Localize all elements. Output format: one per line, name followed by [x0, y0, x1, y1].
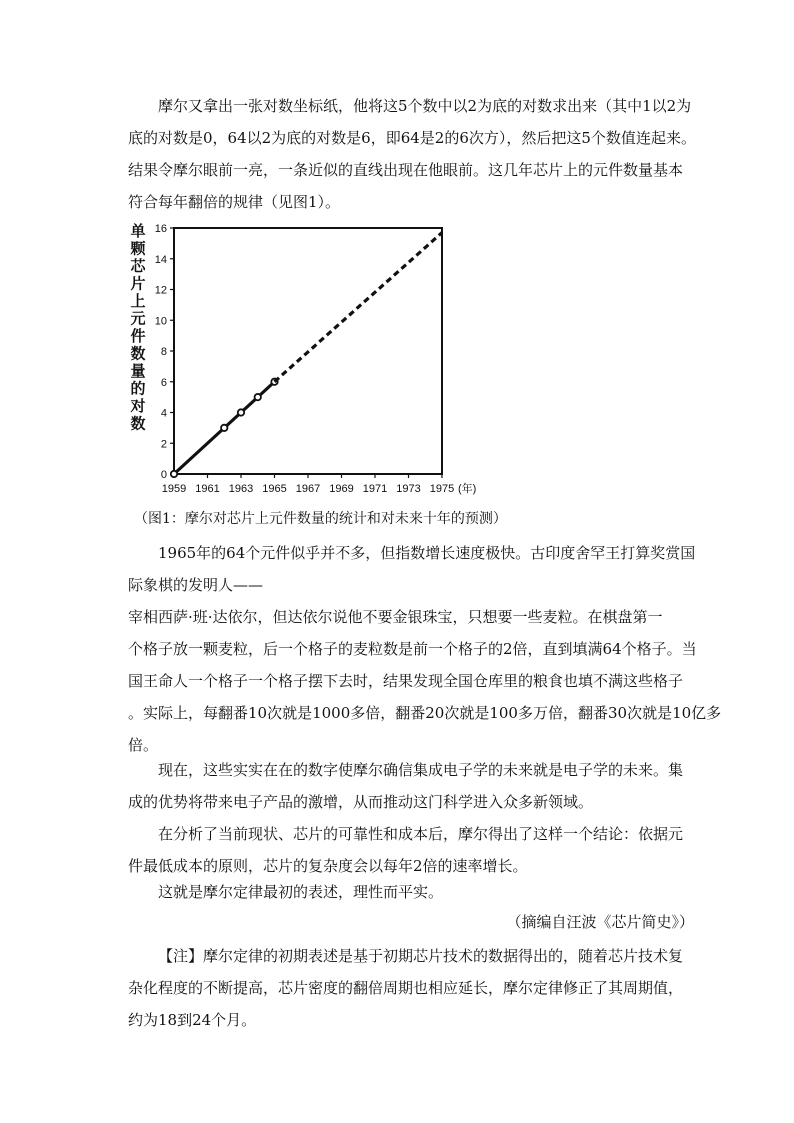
y-axis-label-char: 芯	[130, 257, 146, 275]
x-tick-label: 1961	[195, 483, 220, 495]
y-axis-label-char: 的	[130, 379, 146, 398]
data-point-marker	[221, 425, 227, 431]
data-point-marker	[171, 471, 177, 477]
y-tick-label: 8	[160, 346, 167, 358]
y-tick-label: 6	[160, 376, 167, 389]
text-line: 摩尔又拿出一张对数坐标纸，他将这5个数中以2为底的对数求出来（其中1以2为	[158, 97, 692, 115]
data-point-marker	[255, 394, 261, 400]
paragraph-5	[128, 818, 694, 882]
paragraph-4	[128, 754, 694, 818]
text-line: 现在，这些实实在在的数字使摩尔确信集成电子学的未来就是电子学的未来。集	[158, 761, 684, 779]
log-count-line-chart	[120, 218, 500, 508]
text-line: 底的对数是0，64以2为底的对数是6，即64是2的6次方），然后把这5个数值连起来。	[128, 129, 696, 147]
x-tick-label: 1965	[262, 483, 287, 495]
text-line: 件最低成本的原则，芯片的复杂度会以每年2倍的速率增长。	[128, 857, 528, 875]
paragraph-1	[128, 90, 694, 218]
y-tick-label: 16	[154, 223, 167, 235]
text-line: 结果令摩尔眼前一亮，一条近似的直线出现在他眼前。这几年芯片上的元件数量基本	[128, 161, 684, 179]
y-axis-label-char: 上	[130, 292, 146, 310]
data-point-marker	[238, 409, 244, 415]
text-line: 成的优势将带来电子产品的激增，从而推动这门科学进入众多新领域。	[128, 793, 594, 811]
projection-dashed-line	[275, 233, 443, 382]
text-line: 符合每年翻倍的规律（见图1）。	[128, 193, 341, 211]
x-axis-label: (年)	[458, 483, 477, 495]
y-axis-label-char: 颗	[130, 239, 146, 258]
y-axis-label-char: 数	[130, 344, 146, 363]
text-line: 际象棋的发明人——	[128, 576, 264, 594]
x-tick-label: 1971	[362, 483, 388, 495]
y-axis-label-char: 对	[130, 397, 146, 415]
paragraph-3	[128, 601, 722, 761]
text-line: 【注】摩尔定律的初期表述是基于初期芯片技术的数据得出的，随着芯片技术复	[158, 947, 684, 965]
figure-caption: （图1：摩尔对芯片上元件数量的统计和对未来十年的预测）	[134, 511, 507, 527]
text-line: 约为18到24个月。	[128, 1011, 257, 1029]
x-tick-label: 1975	[429, 483, 455, 495]
y-axis-label-char: 片	[130, 274, 146, 293]
text-line: 。实际上，每翻番10次就是1000多倍，翻番20次就是100多万倍，翻番30次就是10亿多	[128, 704, 722, 722]
text-line: 杂化程度的不断提高，芯片密度的翻倍周期也相应延长，摩尔定律修正了其周期值，	[128, 979, 684, 997]
y-axis-label-char: 元	[130, 309, 146, 328]
x-tick-label: 1959	[161, 483, 187, 495]
figure-1-chart	[120, 218, 500, 508]
y-axis-label-char: 单	[130, 222, 146, 240]
paragraph-6	[128, 876, 694, 908]
y-axis-label-char: 件	[130, 327, 146, 345]
text-line: 宰相西萨·班·达依尔，但达依尔说他不要金银珠宝，只想要一些麦粒。在棋盘第一	[128, 608, 663, 626]
x-tick-label: 1967	[295, 483, 321, 495]
note-paragraph	[128, 940, 694, 1036]
text-line: 倍。	[128, 736, 159, 754]
text-line: 个格子放一颗麦粒，后一个格子的麦粒数是前一个格子的2倍，直到填满64个格子。当	[128, 640, 697, 658]
paragraph-2	[128, 537, 694, 601]
y-tick-label: 14	[154, 253, 167, 266]
y-axis-label-char: 量	[130, 362, 146, 380]
y-tick-label: 4	[160, 407, 167, 420]
text-line: 1965年的64个元件似乎并不多，但指数增长速度极快。古印度舍罕王打算奖赏国	[158, 544, 696, 562]
y-axis-label-char: 数	[130, 414, 146, 433]
x-tick-label: 1969	[329, 483, 354, 495]
text-line: 在分析了当前现状、芯片的可靠性和成本后，摩尔得出了这样一个结论：依据元	[158, 825, 684, 843]
x-tick-label: 1973	[396, 483, 421, 495]
source-attribution: （摘编自汪波《芯片简史》）	[506, 913, 694, 931]
y-tick-label: 0	[160, 469, 167, 481]
text-line: 国王命人一个格子一个格子摆下去时，结果发现全国仓库里的粮食也填不满这些格子	[128, 672, 684, 690]
x-tick-label: 1963	[228, 483, 254, 495]
y-tick-label: 12	[154, 284, 167, 297]
text-line: 这就是摩尔定律最初的表述，理性而平实。	[158, 883, 444, 901]
y-tick-label: 2	[160, 438, 167, 451]
y-tick-label: 10	[154, 315, 167, 328]
